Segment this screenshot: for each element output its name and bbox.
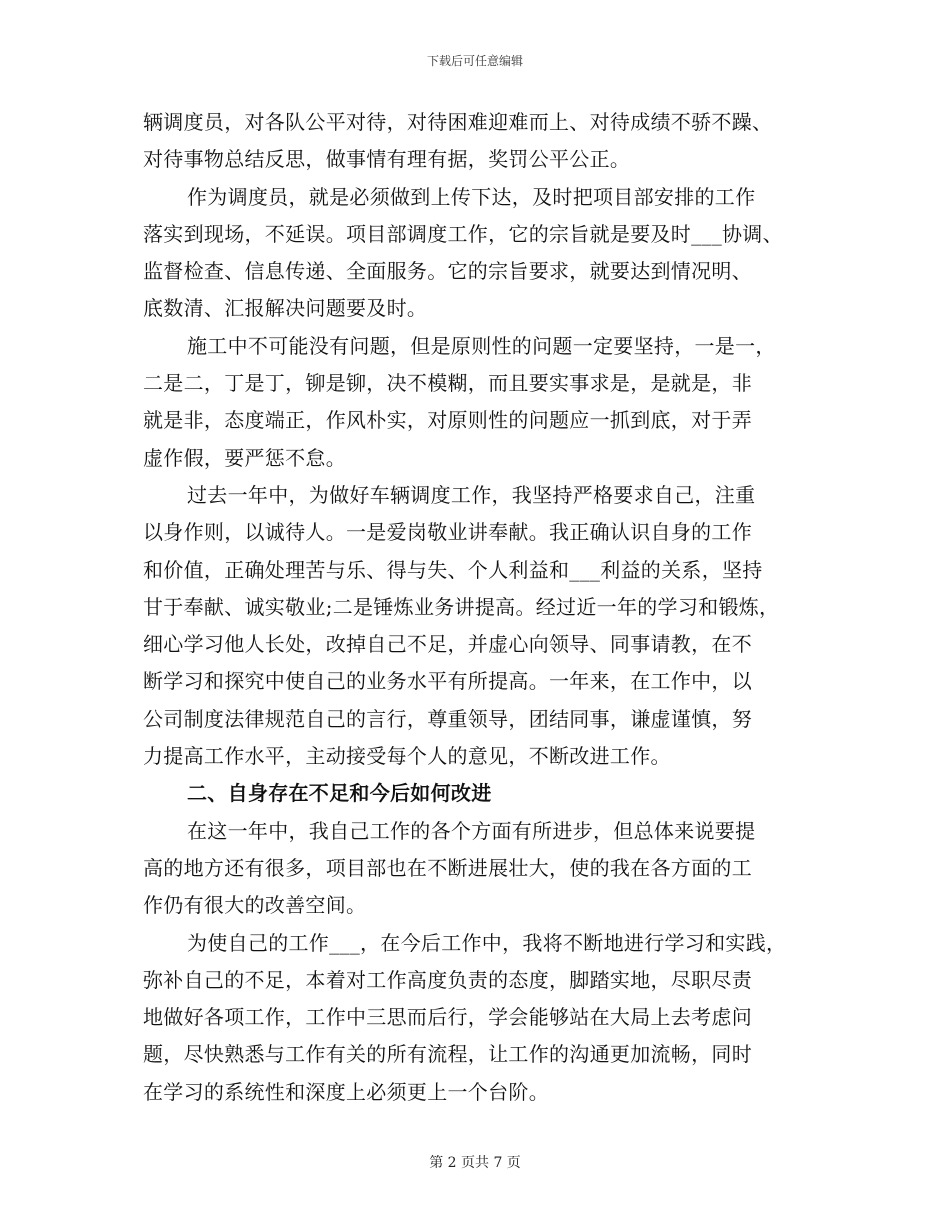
page-footer: 第 2 页共 7 页 [429, 1155, 521, 1171]
paragraph-line: 题，尽快熟悉与工作有关的所有流程，让工作的沟通更加流畅，同时 [143, 1042, 752, 1067]
paragraph-line: 力提高工作水平，主动接受每个人的意见，不断改进工作。 [143, 744, 671, 769]
paragraph-line: 高的地方还有很多，项目部也在不断进展壮大，使的我在各方面的工 [143, 855, 752, 880]
paragraph-line: 细心学习他人长处，改掉自己不足，并虚心向领导、同事请教，在不 [143, 632, 752, 657]
paragraph-line: 落实到现场，不延误。项目部调度工作，它的宗旨就是要及时___协调、 [143, 221, 783, 246]
paragraph-line: 公司制度法律规范自己的言行，尊重领导，团结同事，谦虚谨慎，努 [143, 706, 752, 731]
paragraph-line: 作为调度员，就是必须做到上传下达，及时把项目部安排的工作 [187, 184, 756, 209]
section-heading: 二、自身存在不足和今后如何改进 [187, 781, 492, 806]
paragraph-line: 在学习的系统性和深度上必须更上一个台阶。 [143, 1079, 549, 1104]
paragraph-line: 以身作则，以诚待人。一是爱岗敬业讲奉献。我正确认识自身的工作 [143, 520, 752, 545]
paragraph-line: 作仍有很大的改善空间。 [143, 893, 367, 918]
paragraph-line: 辆调度员，对各队公平对待，对待困难迎难而上、对待成绩不骄不躁、 [143, 110, 773, 134]
paragraph-line: 二是二，丁是丁，铆是铆，决不模糊，而且要实事求是，是就是，非 [143, 371, 752, 396]
paragraph-line: 就是非，态度端正，作风朴实，对原则性的问题应一抓到底，对于弄 [143, 408, 752, 433]
document-body [143, 104, 815, 1111]
paragraph-line: 过去一年中，为做好车辆调度工作，我坚持严格要求自己，注重 [187, 482, 756, 507]
paragraph-line: 弥补自己的不足，本着对工作高度负责的态度，脚踏实地，尽职尽责 [143, 967, 752, 992]
paragraph-line: 和价值，正确处理苦与乐、得与失、个人利益和___利益的关系，坚持 [143, 557, 763, 582]
paragraph-line: 对待事物总结反思，做事情有理有据，奖罚公平公正。 [143, 147, 631, 172]
paragraph-line: 在这一年中，我自己工作的各个方面有所进步，但总体来说要提 [187, 818, 756, 843]
paragraph-line: 底数清、汇报解决问题要及时。 [143, 296, 428, 321]
paragraph-line: 甘于奉献、诚实敬业;二是锤炼业务讲提高。经过近一年的学习和锻炼， [143, 594, 780, 619]
paragraph-line: 监督检查、信息传递、全面服务。它的宗旨要求，就要达到情况明、 [143, 259, 752, 284]
paragraph-line: 虚作假，要严惩不怠。 [143, 445, 346, 470]
page-header: 下载后可任意编辑 [426, 54, 523, 68]
paragraph-line: 断学习和探究中使自己的业务水平有所提高。一年来，在工作中，以 [143, 669, 752, 694]
paragraph-line: 地做好各项工作，工作中三思而后行，学会能够站在大局上去考虑问 [143, 1005, 752, 1030]
paragraph-line: 施工中不可能没有问题，但是原则性的问题一定要坚持，一是一， [187, 333, 776, 358]
paragraph-line: 为使自己的工作___，在今后工作中，我将不断地进行学习和实践， [187, 930, 787, 955]
